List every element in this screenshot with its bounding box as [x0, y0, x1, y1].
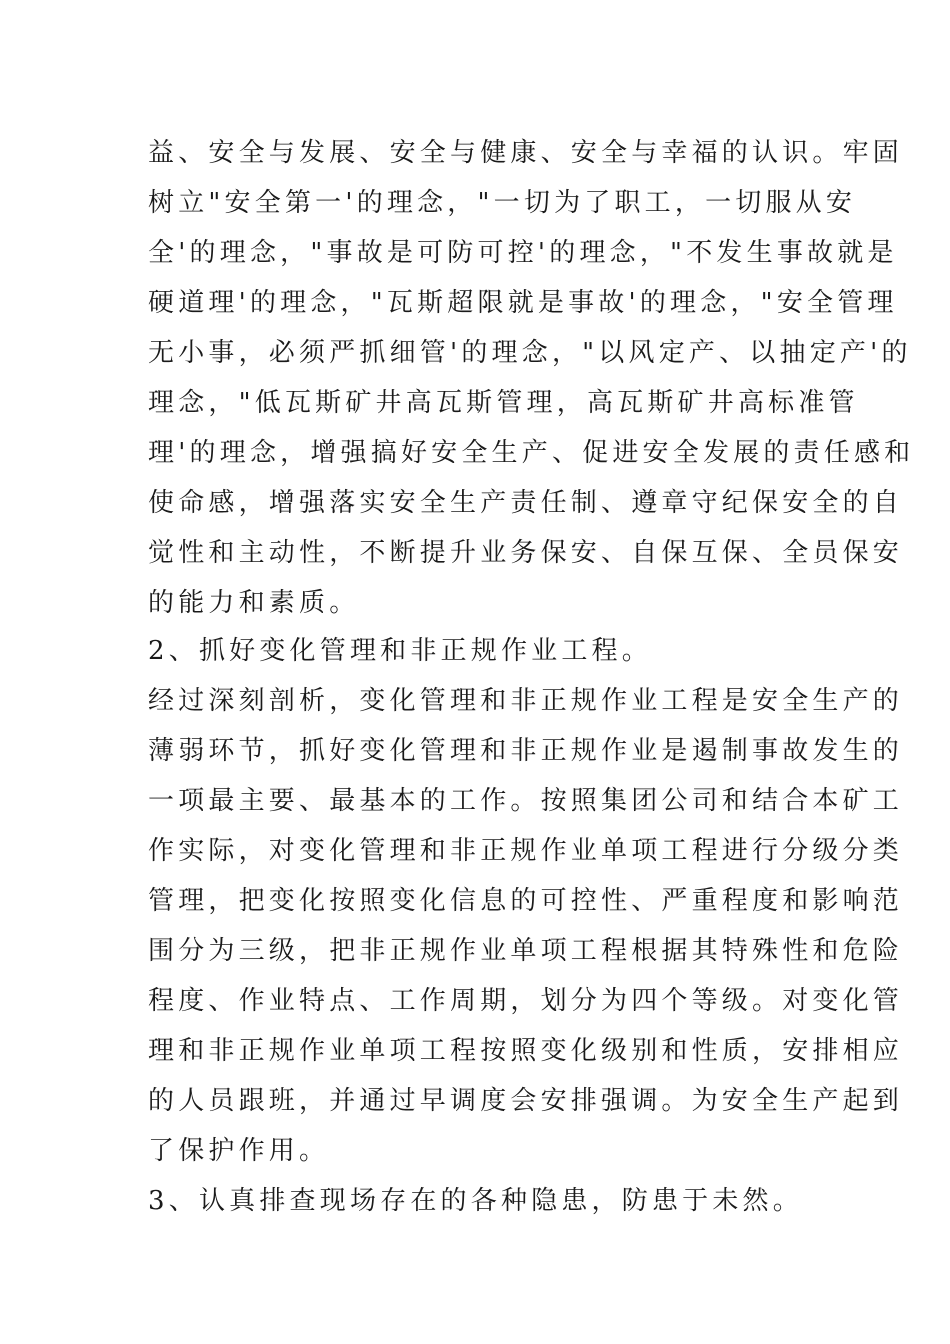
text-line: 经过深刻剖析，变化管理和非正规作业工程是安全生产的	[148, 686, 904, 716]
text-line: 全'的理念，"事故是可防可控'的理念，"不发生事故就是	[148, 238, 898, 268]
text-line: 的人员跟班，并通过早调度会安排强调。为安全生产起到	[148, 1086, 904, 1116]
text-line: 程度、作业特点、工作周期，划分为四个等级。对变化管	[148, 986, 904, 1016]
section-heading: 3、认真排查现场存在的各种隐患，防患于未然。	[148, 1186, 803, 1216]
text-line: 的能力和素质。	[148, 588, 360, 618]
text-line: 围分为三级，把非正规作业单项工程根据其特殊性和危险	[148, 936, 904, 966]
text-line: 树立"安全第一'的理念，"一切为了职工，一切服从安	[148, 188, 857, 218]
text-line: 理'的理念，增强搞好安全生产、促进安全发展的责任感和	[148, 438, 915, 468]
text-line: 了保护作用。	[148, 1136, 330, 1166]
text-line: 硬道理'的理念，"瓦斯超限就是事故'的理念，"安全管理	[148, 288, 898, 318]
text-line: 管理，把变化按照变化信息的可控性、严重程度和影响范	[148, 886, 904, 916]
text-line: 益、安全与发展、安全与健康、安全与幸福的认识。牢固	[148, 138, 904, 168]
text-line: 觉性和主动性，不断提升业务保安、自保互保、全员保安	[148, 538, 904, 568]
section-heading: 2、抓好变化管理和非正规作业工程。	[148, 636, 652, 666]
text-line: 使命感，增强落实安全生产责任制、遵章守纪保安全的自	[148, 488, 904, 518]
text-line: 无小事，必须严抓细管'的理念，"以风定产、以抽定产'的	[148, 338, 912, 368]
text-line: 作实际，对变化管理和非正规作业单项工程进行分级分类	[148, 836, 904, 866]
text-line: 薄弱环节，抓好变化管理和非正规作业是遏制事故发生的	[148, 736, 904, 766]
text-line: 一项最主要、最基本的工作。按照集团公司和结合本矿工	[148, 786, 904, 816]
text-line: 理念，"低瓦斯矿井高瓦斯管理，高瓦斯矿井高标准管	[148, 388, 859, 418]
text-line: 理和非正规作业单项工程按照变化级别和性质，安排相应	[148, 1036, 904, 1066]
